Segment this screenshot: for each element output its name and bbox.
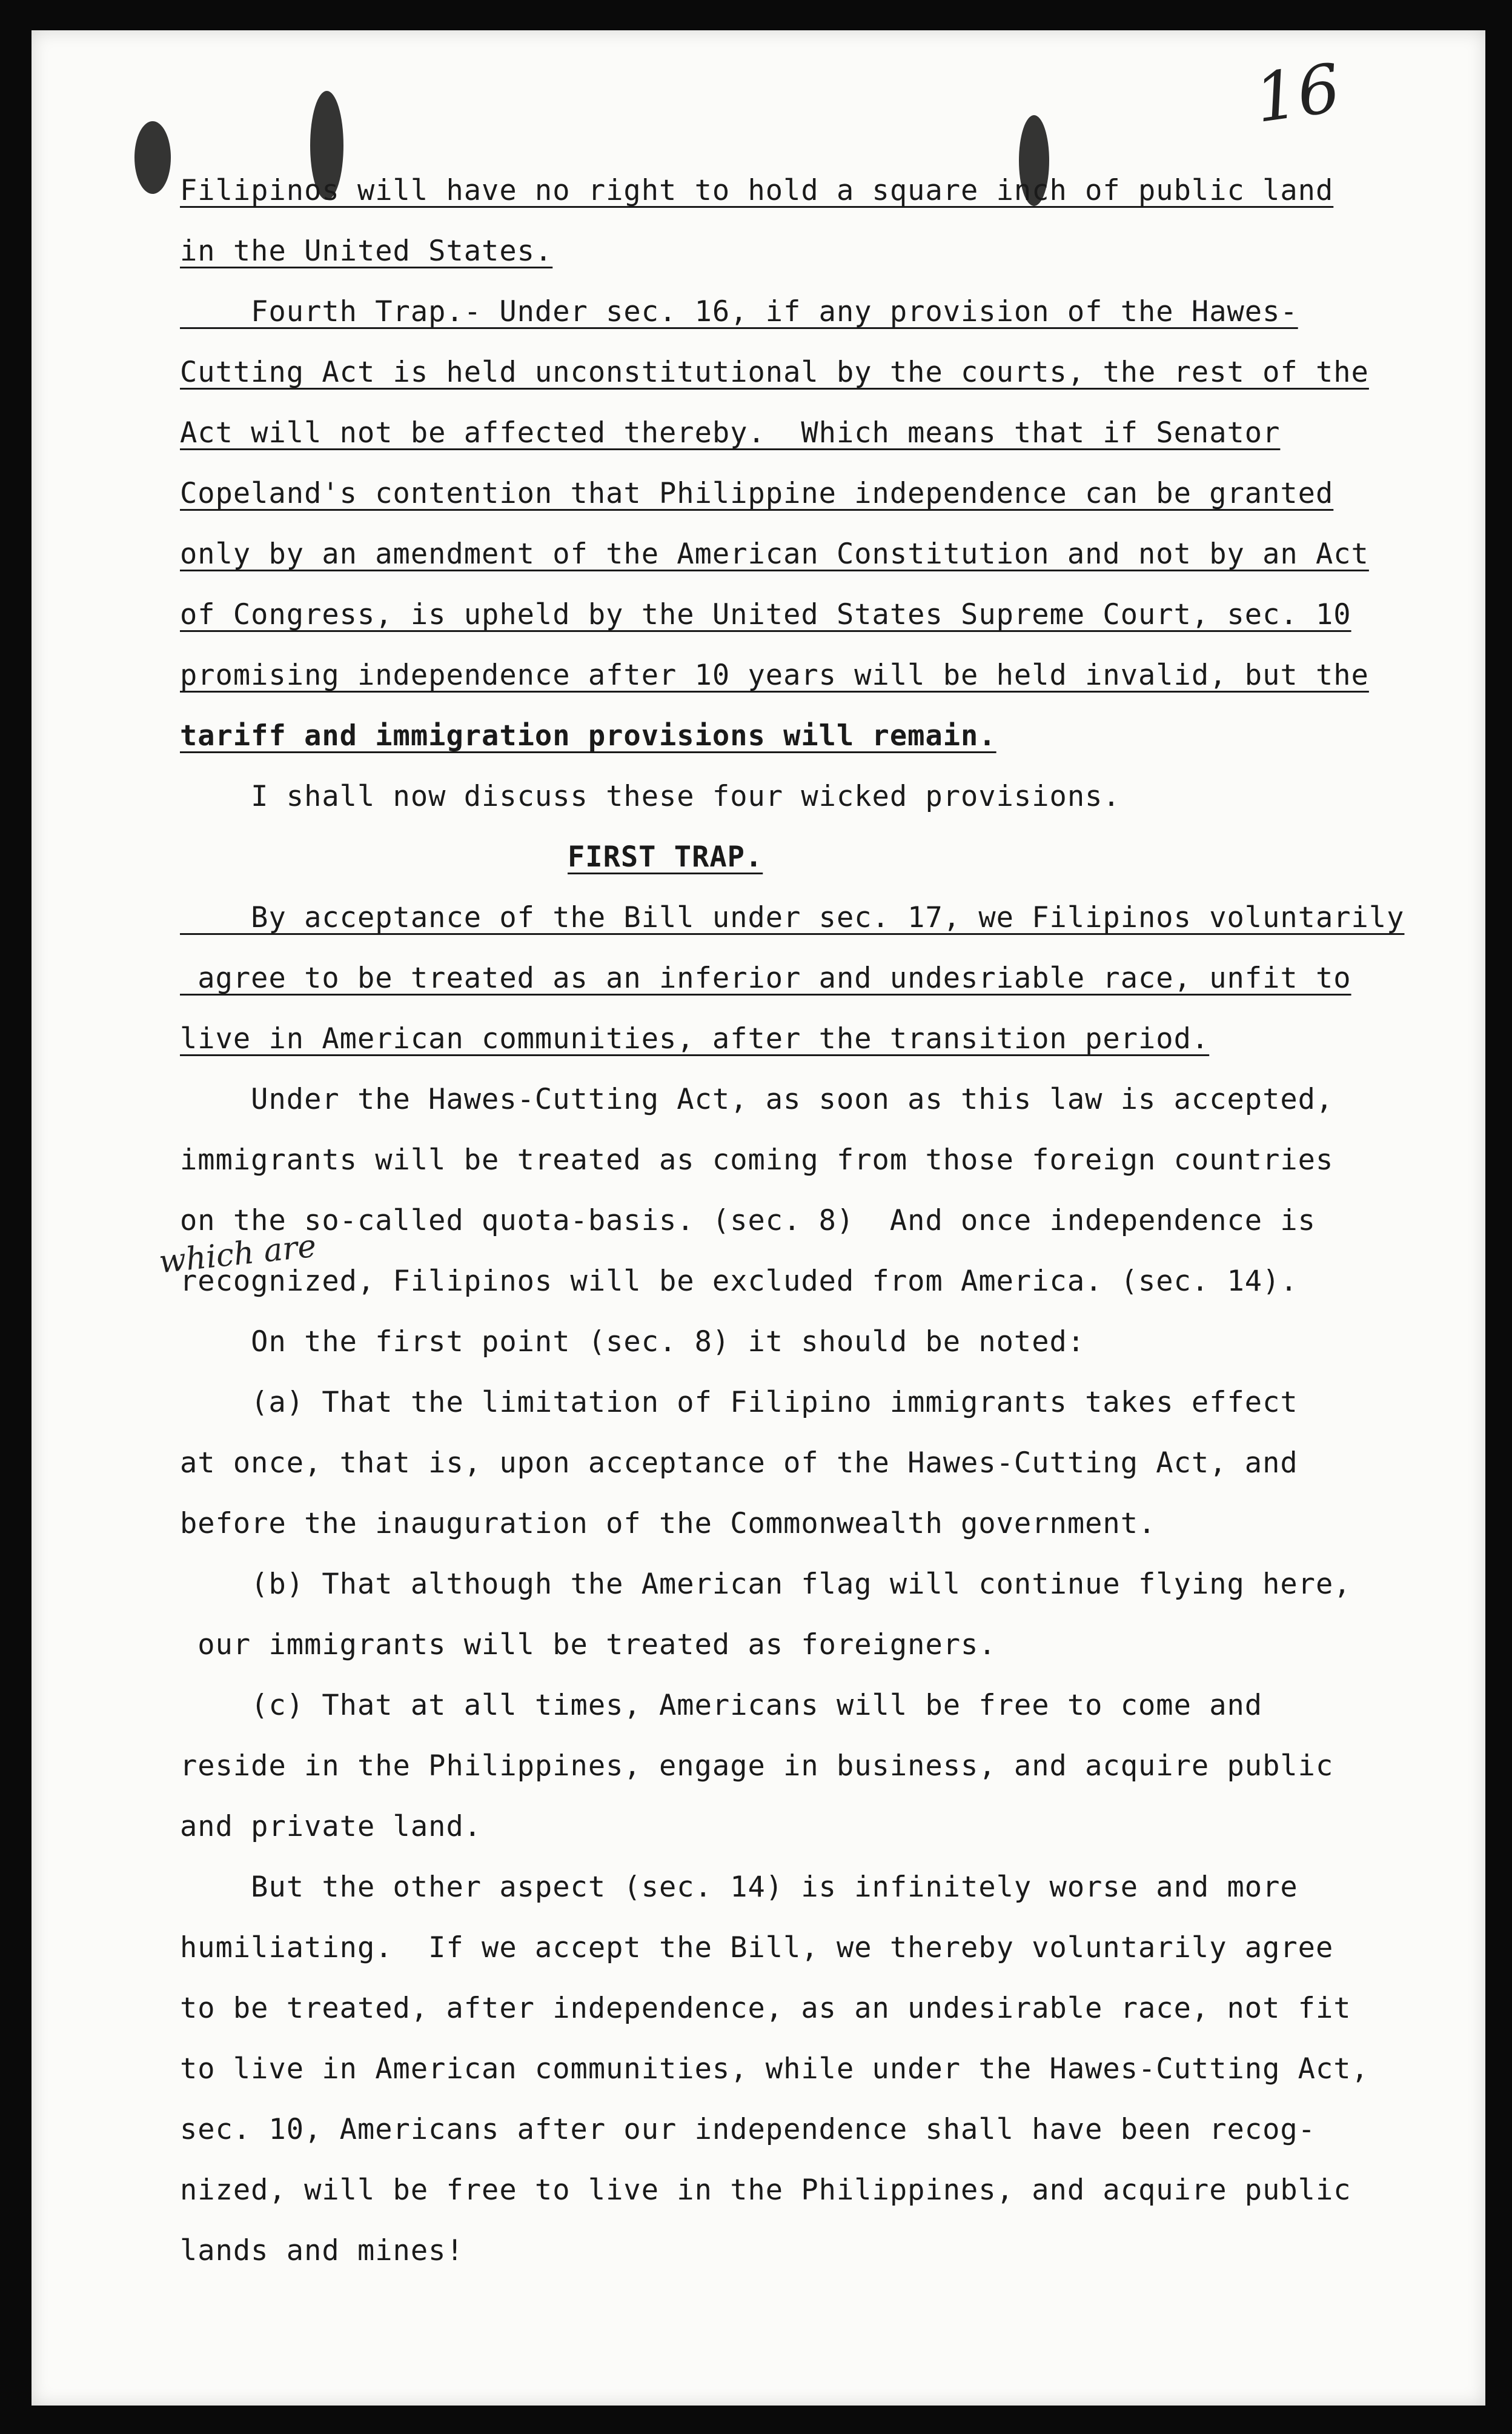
text-line: humiliating. If we accept the Bill, we thereby voluntarily agree	[180, 1931, 1334, 1964]
text-line: By acceptance of the Bill under sec. 17, we Filipinos voluntarily	[180, 901, 1405, 934]
text-line: lands and mines!	[180, 2234, 464, 2267]
ink-blot	[134, 121, 171, 194]
text-line: Filipinos will have no right to hold a square inch of public land	[180, 174, 1334, 207]
text-line: our immigrants will be treated as foreigners.	[180, 1628, 996, 1661]
text-line: and private land.	[180, 1810, 482, 1843]
text-line: (b) That although the American flag will continue flying here,	[180, 1568, 1351, 1601]
text-line: only by an amendment of the American Constitution and not by an Act	[180, 537, 1369, 571]
text-line: (c) That at all times, Americans will be free to come and	[180, 1689, 1263, 1722]
text-line: promising independence after 10 years will be held invalid, but the	[180, 659, 1369, 692]
page-number: 16	[1250, 48, 1345, 138]
text-line: to be treated, after independence, as an undesirable race, not fit	[180, 1992, 1351, 2025]
text-line: at once, that is, upon acceptance of the Hawes-Cutting Act, and	[180, 1446, 1298, 1480]
text-line: immigrants will be treated as coming from those foreign countries	[180, 1143, 1334, 1177]
text-line: Under the Hawes-Cutting Act, as soon as this law is accepted,	[180, 1083, 1334, 1116]
text-line: before the inauguration of the Commonwealth government.	[180, 1507, 1156, 1540]
text-line: Cutting Act is held unconstitutional by the courts, the rest of the	[180, 356, 1369, 389]
text-line: reside in the Philippines, engage in business, and acquire public	[180, 1749, 1334, 1783]
text-line: I shall now discuss these four wicked provisions.	[180, 780, 1121, 813]
text-line: sec. 10, Americans after our independence shall have been recog-	[180, 2113, 1316, 2146]
handwritten-margin-note: which are	[157, 1228, 318, 1281]
text-line: nized, will be free to live in the Philippines, and acquire public	[180, 2173, 1351, 2207]
text-line: Copeland's contention that Philippine independence can be granted	[180, 477, 1334, 510]
text-line: On the first point (sec. 8) it should be noted:	[180, 1325, 1086, 1358]
text-line: Act will not be affected thereby. Which means that if Senator	[180, 416, 1281, 450]
text-line: But the other aspect (sec. 14) is infinitely worse and more	[180, 1870, 1298, 1904]
text-line: on the so-called quota-basis. (sec. 8) And once independence is	[180, 1204, 1316, 1237]
text-line: tariff and immigration provisions will remain.	[180, 719, 996, 753]
text-line: recognized, Filipinos will be excluded from America. (sec. 14).	[180, 1265, 1298, 1298]
section-heading: FIRST TRAP.	[568, 840, 763, 874]
text-line: agree to be treated as an inferior and undesriable race, unfit to	[180, 962, 1351, 995]
text-line: in the United States.	[180, 234, 553, 268]
text-line: to live in American communities, while under the Hawes-Cutting Act,	[180, 2052, 1369, 2086]
text-line: live in American communities, after the transition period.	[180, 1022, 1210, 1056]
text-line: Fourth Trap.- Under sec. 16, if any provision of the Hawes-	[180, 295, 1298, 328]
text-line: (a) That the limitation of Filipino immigrants takes effect	[180, 1386, 1298, 1419]
document-page	[31, 30, 1485, 2406]
text-line: of Congress, is upheld by the United States Supreme Court, sec. 10	[180, 598, 1351, 631]
